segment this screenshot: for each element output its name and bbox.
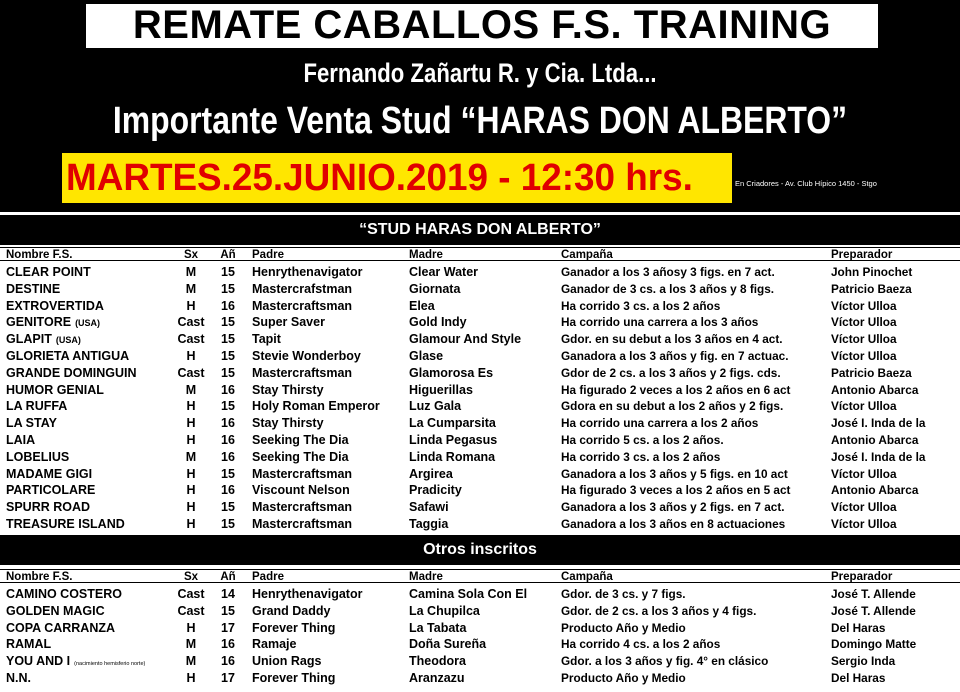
year-cell: 14: [221, 587, 235, 601]
horse-name: [6, 499, 178, 516]
trainer-cell: Antonio Abarca: [831, 433, 919, 447]
horse-name: [6, 466, 178, 483]
campaign-cell: Gdor de 2 cs. a los 3 años y 2 figs. cds.: [561, 365, 781, 380]
horse-name: [6, 331, 178, 349]
campaign-cell: Ha corrido 3 cs. a los 2 años: [561, 298, 721, 313]
year-cell: 15: [221, 603, 235, 618]
col-campana-header: Campaña: [561, 249, 613, 261]
horse-name: [6, 314, 178, 332]
sex-cell: H: [186, 483, 196, 498]
table-row: [0, 482, 960, 499]
sex-cell: H: [186, 620, 196, 635]
horse-name: [6, 516, 178, 533]
trainer-cell: Víctor Ulloa: [831, 349, 897, 363]
campaign-cell: Ganador de 3 cs. a los 3 años y 8 figs.: [561, 281, 775, 296]
dam-cell: Glamorosa Es: [409, 365, 494, 380]
col-an-header: Añ: [220, 571, 236, 583]
table-row: [0, 331, 960, 348]
sire-cell: Stay Thirsty: [252, 416, 324, 431]
table-row: [0, 620, 960, 637]
year-cell: 17: [221, 620, 235, 635]
sex-cell: H: [186, 349, 196, 363]
sire-cell: Forever Thing: [252, 671, 336, 685]
campaign-cell: Gdor. de 2 cs. a los 3 años y 4 figs.: [561, 603, 757, 618]
sale-date: MARTES.25.JUNIO.2019 - 12:30 hrs.: [66, 157, 693, 199]
horse-name-text: LAIA: [6, 433, 36, 447]
horse-name: [6, 449, 178, 466]
sire-cell: Mastercraftsman: [252, 517, 353, 531]
col-an-header: Añ: [220, 249, 236, 261]
company-name: Fernando Zañartu R. y Cia. Ltda...: [303, 58, 657, 88]
sire-cell: Mastercrafstman: [252, 281, 353, 296]
campaign-cell: Ganadora a los 3 años y fig. en 7 actuac.: [561, 349, 789, 363]
sire-cell: Grand Daddy: [252, 603, 331, 618]
horse-name-text: CAMINO COSTERO: [6, 587, 122, 601]
trainer-cell: John Pinochet: [831, 265, 913, 279]
sire-cell: Tapit: [252, 332, 281, 347]
sex-cell: M: [185, 382, 197, 397]
horse-name-text: MADAME GIGI: [6, 466, 93, 481]
table-row: [0, 298, 960, 315]
dam-cell: Safawi: [409, 500, 449, 515]
year-cell: 16: [221, 449, 235, 464]
trainer-cell: Víctor Ulloa: [831, 332, 897, 347]
dam-cell: Giornata: [409, 281, 461, 296]
sire-cell: Mastercraftsman: [252, 365, 353, 380]
horse-name-text: LOBELIUS: [6, 449, 70, 464]
horse-name-text: SPURR ROAD: [6, 500, 91, 515]
table-row: [0, 466, 960, 483]
horse-name: [6, 415, 178, 432]
campaign-cell: Ha corrido una carrera a los 3 años: [561, 315, 759, 330]
horse-name-text: TREASURE ISLAND: [6, 517, 125, 531]
dam-cell: Glamour And Style: [409, 332, 522, 347]
horse-name-text: YOU AND I: [6, 654, 71, 669]
sire-cell: Henrythenavigator: [252, 587, 363, 601]
dam-cell: Camina Sola Con El: [409, 587, 528, 601]
section-title-others: Otros inscritos: [0, 535, 960, 565]
year-cell: 15: [221, 399, 235, 414]
table-row: [0, 636, 960, 653]
sire-cell: Seeking The Dia: [252, 449, 349, 464]
campaign-cell: Ganador a los 3 añosy 3 figs. en 7 act.: [561, 265, 775, 279]
horse-name: [6, 382, 178, 399]
col-madre-header: Madre: [409, 249, 443, 261]
horse-name: [6, 620, 178, 637]
trainer-cell: Víctor Ulloa: [831, 466, 897, 481]
year-cell: 15: [221, 517, 235, 531]
horse-name-text: EXTROVERTIDA: [6, 298, 104, 313]
horse-name-text: CLEAR POINT: [6, 265, 91, 279]
sex-cell: Cast: [177, 365, 205, 380]
year-cell: 15: [221, 466, 235, 481]
col-preparador-header: Preparador: [831, 249, 893, 261]
horse-name-text: GRANDE DOMINGUIN: [6, 365, 137, 380]
table-header: [0, 569, 960, 583]
horse-name-text: GLORIETA ANTIGUA: [6, 349, 130, 363]
sire-cell: Union Rags: [252, 654, 322, 669]
horse-name: [6, 298, 178, 315]
col-padre-header: Padre: [252, 571, 284, 583]
table-row: [0, 281, 960, 298]
horse-name: [6, 586, 178, 603]
sire-cell: Viscount Nelson: [252, 483, 350, 498]
sex-cell: H: [186, 466, 196, 481]
table-row: [0, 449, 960, 466]
year-cell: 16: [221, 382, 235, 397]
trainer-cell: José T. Allende: [831, 603, 916, 618]
horse-name: [6, 670, 178, 687]
horse-name: [6, 482, 178, 499]
dam-cell: Argirea: [409, 466, 453, 481]
dam-cell: Luz Gala: [409, 399, 462, 414]
table-row: [0, 415, 960, 432]
sex-cell: H: [186, 298, 196, 313]
sex-cell: M: [185, 281, 197, 296]
campaign-cell: Ganadora a los 3 años y 5 figs. en 10 act: [561, 466, 788, 481]
sex-cell: Cast: [177, 587, 205, 601]
table-row: [0, 586, 960, 603]
dam-cell: Gold Indy: [409, 315, 467, 330]
dam-cell: Linda Pegasus: [409, 433, 498, 447]
table-row: [0, 348, 960, 365]
year-cell: 15: [221, 349, 235, 363]
sex-cell: M: [185, 449, 197, 464]
col-sx-header: Sx: [183, 571, 199, 583]
sire-cell: Mastercraftsman: [252, 500, 353, 515]
campaign-cell: Gdor. de 3 cs. y 7 figs.: [561, 587, 686, 601]
campaign-cell: Ha corrido una carrera a los 2 años: [561, 416, 759, 431]
horse-name: [6, 603, 178, 620]
sex-cell: H: [186, 671, 196, 685]
dam-cell: La Cumparsita: [409, 416, 496, 431]
col-campana-header: Campaña: [561, 571, 613, 583]
dam-cell: Clear Water: [409, 265, 479, 279]
year-cell: 15: [221, 281, 235, 296]
horse-name-text: DESTINE: [6, 281, 61, 296]
table-row: [0, 314, 960, 331]
table-row: [0, 603, 960, 620]
horse-name: [6, 636, 178, 653]
col-padre-header: Padre: [252, 249, 284, 261]
table-row: [0, 398, 960, 415]
campaign-cell: Gdor. a los 3 años y fig. 4° en clásico: [561, 654, 769, 669]
horse-name-text: GENITORE: [6, 315, 72, 330]
sire-cell: Ramaje: [252, 637, 297, 652]
sire-cell: Seeking The Dia: [252, 433, 349, 447]
horse-name: [6, 264, 178, 281]
dam-cell: Higuerillas: [409, 382, 473, 397]
header: [0, 0, 960, 212]
trainer-cell: Víctor Ulloa: [831, 315, 897, 330]
year-cell: 17: [221, 671, 235, 685]
horse-note: (nacimiento hemisferio norte): [74, 661, 146, 668]
sire-cell: Forever Thing: [252, 620, 336, 635]
horse-name-text: N.N.: [6, 671, 31, 685]
campaign-cell: Ganadora a los 3 años en 8 actuaciones: [561, 517, 786, 531]
horse-name: [6, 365, 178, 382]
horse-name-text: RAMAL: [6, 637, 52, 652]
horse-name-text: PARTICOLARE: [6, 483, 96, 498]
year-cell: 15: [221, 365, 235, 380]
horse-name: [6, 348, 178, 365]
campaign-cell: Gdor. en su debut a los 3 años en 4 act.: [561, 332, 783, 347]
sex-cell: Cast: [177, 603, 205, 618]
table-row: [0, 653, 960, 670]
trainer-cell: José T. Allende: [831, 587, 916, 601]
trainer-cell: Sergio Inda: [831, 654, 896, 669]
col-sx-header: Sx: [183, 249, 199, 261]
horse-note: (USA): [75, 318, 101, 329]
sex-cell: H: [186, 416, 196, 431]
sex-cell: Cast: [177, 315, 205, 330]
sire-cell: Mastercraftsman: [252, 298, 353, 313]
horse-name-text: GLAPIT: [6, 332, 52, 347]
year-cell: 16: [221, 637, 235, 652]
campaign-cell: Producto Año y Medio: [561, 620, 686, 635]
col-name-header: Nombre F.S.: [6, 571, 73, 583]
year-cell: 16: [221, 433, 235, 447]
sire-cell: Stevie Wonderboy: [252, 349, 361, 363]
trainer-cell: Antonio Abarca: [831, 382, 919, 397]
year-cell: 15: [221, 500, 235, 515]
year-cell: 15: [221, 332, 235, 347]
campaign-cell: Ha corrido 4 cs. a los 2 años: [561, 637, 721, 652]
campaign-cell: Producto Año y Medio: [561, 671, 686, 685]
campaign-cell: Gdora en su debut a los 2 años y 2 figs.: [561, 399, 784, 414]
sex-cell: H: [186, 517, 196, 531]
year-cell: 16: [221, 654, 235, 669]
dam-cell: La Tabata: [409, 620, 467, 635]
trainer-cell: Del Haras: [831, 620, 886, 635]
trainer-cell: Víctor Ulloa: [831, 399, 897, 414]
table-row: [0, 516, 960, 533]
horse-note: (USA): [55, 335, 81, 346]
dam-cell: Elea: [409, 298, 435, 313]
sale-location: En Criadores - Av. Club Hípico 1450 - Stgo: [735, 179, 877, 188]
horse-name-text: HUMOR GENIAL: [6, 382, 104, 397]
trainer-cell: Del Haras: [831, 671, 886, 685]
sex-cell: M: [185, 637, 197, 652]
horse-name-text: LA RUFFA: [6, 399, 68, 414]
horse-name-text: COPA CARRANZA: [6, 620, 116, 635]
trainer-cell: Antonio Abarca: [831, 483, 919, 498]
year-cell: 16: [221, 298, 235, 313]
campaign-cell: Ha figurado 2 veces a los 2 años en 6 act: [561, 382, 791, 397]
campaign-cell: Ha corrido 3 cs. a los 2 años: [561, 449, 721, 464]
dam-cell: La Chupilca: [409, 603, 480, 618]
trainer-cell: José I. Inda de la: [831, 416, 926, 431]
sex-cell: Cast: [177, 332, 205, 347]
horse-name-text: GOLDEN MAGIC: [6, 603, 105, 618]
page-title: REMATE CABALLOS F.S. TRAINING: [132, 3, 832, 47]
table-row: [0, 432, 960, 449]
trainer-cell: Patricio Baeza: [831, 365, 912, 380]
dam-cell: Pradicity: [409, 483, 462, 498]
sale-title: Importante Venta Stud “HARAS DON ALBERTO”: [112, 100, 848, 142]
trainer-cell: Domingo Matte: [831, 637, 917, 652]
trainer-cell: Víctor Ulloa: [831, 500, 897, 515]
sire-cell: Holy Roman Emperor: [252, 399, 380, 414]
table-header: [0, 247, 960, 261]
campaign-cell: Ha corrido 5 cs. a los 2 años.: [561, 433, 724, 447]
sire-cell: Mastercraftsman: [252, 466, 353, 481]
horse-name: [6, 398, 178, 415]
sex-cell: M: [185, 654, 197, 669]
sire-cell: Stay Thirsty: [252, 382, 324, 397]
sire-cell: Henrythenavigator: [252, 265, 363, 279]
table-row: [0, 670, 960, 687]
col-preparador-header: Preparador: [831, 571, 893, 583]
year-cell: 15: [221, 265, 235, 279]
dam-cell: Aranzazu: [409, 671, 465, 685]
campaign-cell: Ha figurado 3 veces a los 2 años en 5 act: [561, 483, 791, 498]
table-row: [0, 382, 960, 399]
trainer-cell: Víctor Ulloa: [831, 517, 897, 531]
dam-cell: Theodora: [409, 654, 466, 669]
horse-name-text: LA STAY: [6, 416, 57, 431]
trainer-cell: Patricio Baeza: [831, 281, 912, 296]
dam-cell: Glase: [409, 349, 444, 363]
year-cell: 15: [221, 315, 235, 330]
sire-cell: Super Saver: [252, 315, 325, 330]
sex-cell: H: [186, 433, 196, 447]
dam-cell: Linda Romana: [409, 449, 496, 464]
col-name-header: Nombre F.S.: [6, 249, 73, 261]
horse-name: [6, 281, 178, 298]
sex-cell: H: [186, 399, 196, 414]
trainer-cell: José I. Inda de la: [831, 449, 926, 464]
table-row: [0, 365, 960, 382]
sex-cell: M: [185, 265, 197, 279]
dam-cell: Taggia: [409, 517, 449, 531]
table-row: [0, 499, 960, 516]
year-cell: 16: [221, 416, 235, 431]
col-madre-header: Madre: [409, 571, 443, 583]
sex-cell: H: [186, 500, 196, 515]
section-title-stud: “STUD HARAS DON ALBERTO”: [0, 215, 960, 245]
year-cell: 16: [221, 483, 235, 498]
trainer-cell: Víctor Ulloa: [831, 298, 897, 313]
dam-cell: Doña Sureña: [409, 637, 487, 652]
horse-name: [6, 432, 178, 449]
table-row: [0, 264, 960, 281]
campaign-cell: Ganadora a los 3 años y 2 figs. en 7 act.: [561, 500, 785, 515]
